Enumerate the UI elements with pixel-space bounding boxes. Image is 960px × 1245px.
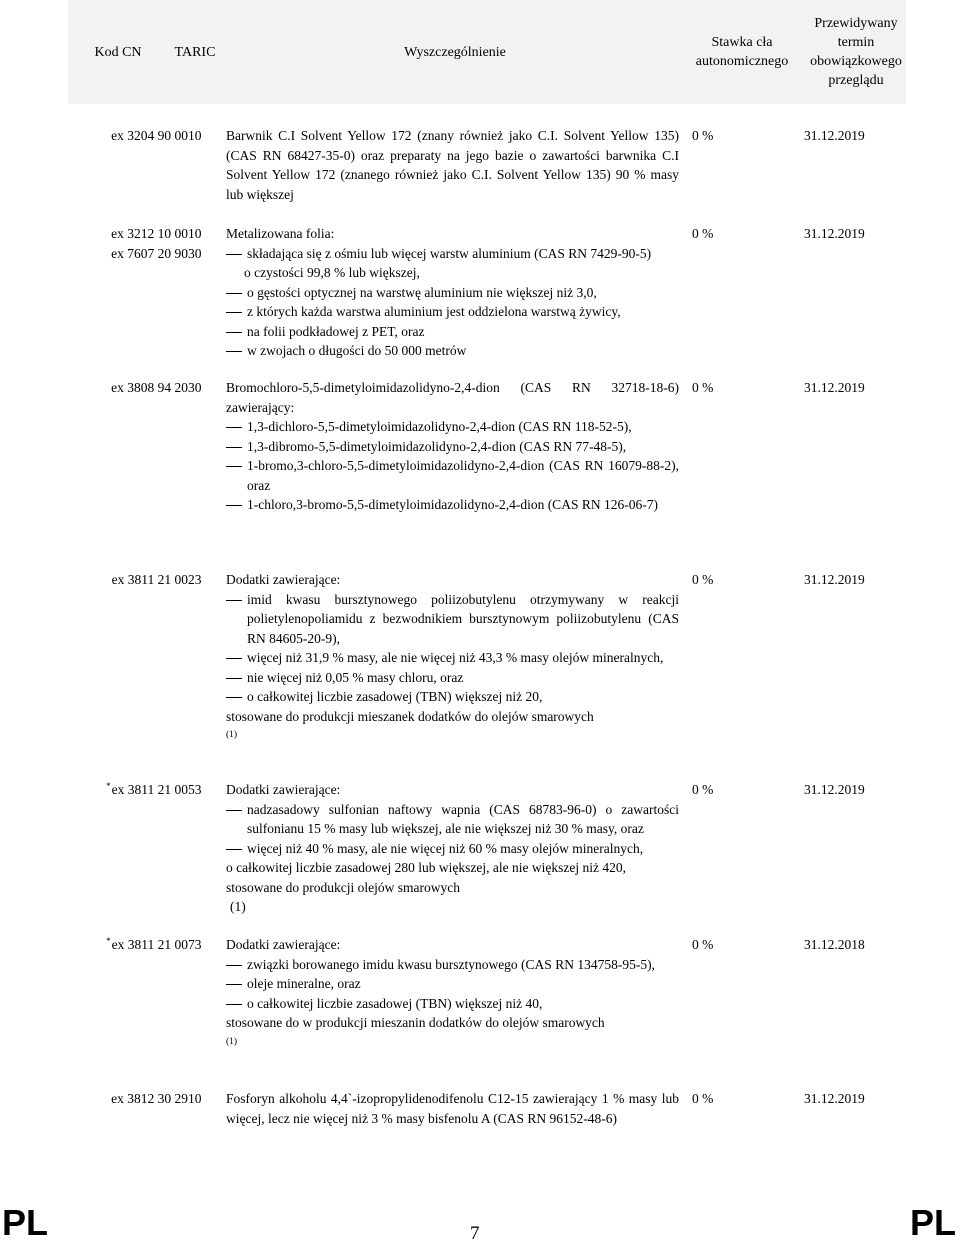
cn-code-text: ex 3811 21 00 [111,937,188,952]
cell-kod-cn [68,570,188,590]
footnote-ref: (1) [226,730,238,740]
description-bullet: oleje mineralne, oraz [226,974,679,994]
cn-code-text: ex 7607 20 90 [111,245,188,261]
cn-code [68,570,188,590]
cell-rate: 0 % [692,782,714,797]
cell-description [226,378,679,515]
cn-code-text: ex 3808 94 20 [111,380,188,395]
cell-review-date: 31.12.2018 [804,937,865,952]
description-bullet: w zwojach o długości do 50 000 metrów [226,341,679,361]
cn-code [68,1089,188,1109]
footnote-ref: (1) [230,899,246,914]
description-text: Dodatki zawierające: [226,937,341,952]
taric-code: 73 [188,937,202,952]
description-bullet: o gęstości optycznej na warstwę aluminium nie większej niż 3,0, [226,283,679,303]
description-text: Dodatki zawierające: [226,782,341,797]
description-bullet: związki borowanego imidu kwasu bursztynowego (CAS RN 134758-95-5), [226,955,679,975]
footer-country-left: PL [2,1202,49,1243]
cn-code [68,126,188,146]
taric-code: 53 [188,782,202,797]
cell-rate: 0 % [692,572,714,587]
cell-taric [188,1089,224,1109]
description-bullet: o całkowitej liczbie zasadowej (TBN) większej niż 20, [226,687,679,707]
description-bullet: 1-bromo,3-chloro-5,5-dimetyloimidazolidyno-2,4-dion (CAS RN 16079-88-2), oraz [226,456,679,495]
cn-code-text: ex 3811 21 00 [111,782,188,797]
description-text: o czystości 99,8 % lub większej, [244,265,420,280]
description-bullet: więcej niż 40 % masy, ale nie więcej niż 60 % masy olejów mineralnych, [226,839,679,859]
taric-code: 10 [188,1091,202,1106]
asterisk-mark: * [106,935,111,946]
description-text: Dodatki zawierające: [226,572,341,587]
description-text: Bromochloro-5,5-dimetyloimidazolidyno-2,4-dion (CAS RN 32718-18-6) zawierający: [226,380,679,415]
cell-kod-cn [68,224,188,263]
cell-review-date: 31.12.2019 [804,1091,865,1106]
asterisk-mark: * [106,780,111,791]
taric-code: 30 [188,245,202,261]
cell-description [226,570,679,746]
cell-description [226,935,679,1052]
taric-code: 10 [188,128,202,143]
cell-kod-cn [68,378,188,398]
description-bullet: składająca się z ośmiu lub więcej warstw aluminium (CAS RN 7429-90-5) [226,244,679,264]
footnote-ref: (1) [226,1036,238,1047]
cn-code [68,935,188,955]
cell-description [226,126,679,204]
cell-taric [188,224,224,263]
header-stawka: Stawka cła autonomicznego [695,35,789,69]
cell-kod-cn [68,780,188,800]
description-text: stosowane do w produkcji mieszanin dodatków do olejów smarowych [226,1015,605,1030]
description-bullet: na folii podkładowej z PET, oraz [226,322,679,342]
description-bullet: 1-chloro,3-bromo-5,5-dimetyloimidazolidyno-2,4-dion (CAS RN 126-06-7) [226,495,679,515]
cell-rate: 0 % [692,1091,714,1106]
cell-rate: 0 % [692,226,714,241]
taric-code: 23 [188,572,202,587]
taric-code: 10 [188,226,202,241]
cell-taric [188,378,224,398]
cell-review-date: 31.12.2019 [804,782,865,797]
cn-code [68,780,188,800]
cell-description [226,224,679,361]
cell-taric [188,780,224,800]
description-bullet: imid kwasu bursztynowego poliizobutylenu otrzymywany w reakcji polietylenopoliamidu z bezwodnikiem bursztynowym poliizobutylenu (CAS RN 84605-20-9), [226,590,679,649]
taric-code: 30 [188,380,202,395]
cn-code [68,244,188,264]
description-text: stosowane do produkcji mieszanek dodatków do olejów smarowych [226,708,594,724]
description-bullet: więcej niż 31,9 % masy, ale nie więcej niż 43,3 % masy olejów mineralnych, [226,648,679,668]
cell-taric [188,935,224,955]
cell-review-date: 31.12.2019 [804,572,865,587]
cell-review-date: 31.12.2019 [804,226,865,241]
description-text: o całkowitej liczbie zasadowej 280 lub większej, ale nie większej niż 420, [226,860,626,875]
cell-rate: 0 % [692,937,714,952]
description-text: Fosforyn alkoholu 4,4`-izopropylidenodifenolu C12-15 zawierający 1 % masy lub więcej, lecz nie więcej niż 3 % masy bisfenolu A (CAS RN 96152-48-6) [226,1091,679,1126]
cell-taric [188,126,224,146]
header-kod-cn: Kod CN [94,44,142,60]
cell-description [226,780,679,917]
cell-review-date: 31.12.2019 [804,380,865,395]
description-bullet: o całkowitej liczbie zasadowej (TBN) większej niż 40, [226,994,679,1014]
description-bullet: nadzasadowy sulfonian naftowy wapnia (CAS 68783-96-0) o zawartości sulfonianu 15 % masy lub większej, ale nie większej niż 30 % masy, oraz [226,800,679,839]
cell-description [226,1089,679,1128]
cn-code [68,224,188,244]
header-termin: Przewidywany termin obowiązkowego przeglądu [810,16,902,88]
cell-taric [188,570,224,590]
cn-code-text: ex 3812 30 29 [111,1091,188,1106]
description-text: Barwnik C.I Solvent Yellow 172 (znany również jako C.I. Solvent Yellow 135) (CAS RN 68427-35-0) oraz preparaty na jego bazie o zawartości barwnika C.I Solvent Yellow 172 (znanego również jako C.I. Solvent Yellow 135) 90 % masy lub większej [226,128,679,202]
page-number: 7 [470,1223,480,1244]
cn-code-text: ex 3811 21 00 [111,572,188,587]
footer-country-right: PL [909,1202,956,1243]
description-text: stosowane do produkcji olejów smarowych [226,879,460,895]
cell-kod-cn [68,935,188,955]
cn-code [68,378,188,398]
description-bullet: nie więcej niż 0,05 % masy chloru, oraz [226,668,679,688]
header-wyszczegolnienie: Wyszczególnienie [404,44,506,60]
description-bullet: 1,3-dichloro-5,5-dimetyloimidazolidyno-2,4-dion (CAS RN 118-52-5), [226,417,679,437]
cn-code-text: ex 3204 90 00 [111,128,188,143]
cell-kod-cn [68,126,188,146]
cell-kod-cn [68,1089,188,1109]
description-bullet: z których każda warstwa aluminium jest oddzielona warstwą żywicy, [226,302,679,322]
description-text: Metalizowana folia: [226,226,335,241]
cn-code-text: ex 3212 10 00 [111,226,188,241]
cell-rate: 0 % [692,128,714,143]
header-taric: TARIC [174,44,216,60]
cell-rate: 0 % [692,380,714,395]
cell-review-date: 31.12.2019 [804,128,865,143]
description-bullet: 1,3-dibromo-5,5-dimetyloimidazolidyno-2,4-dion (CAS RN 77-48-5), [226,437,679,457]
